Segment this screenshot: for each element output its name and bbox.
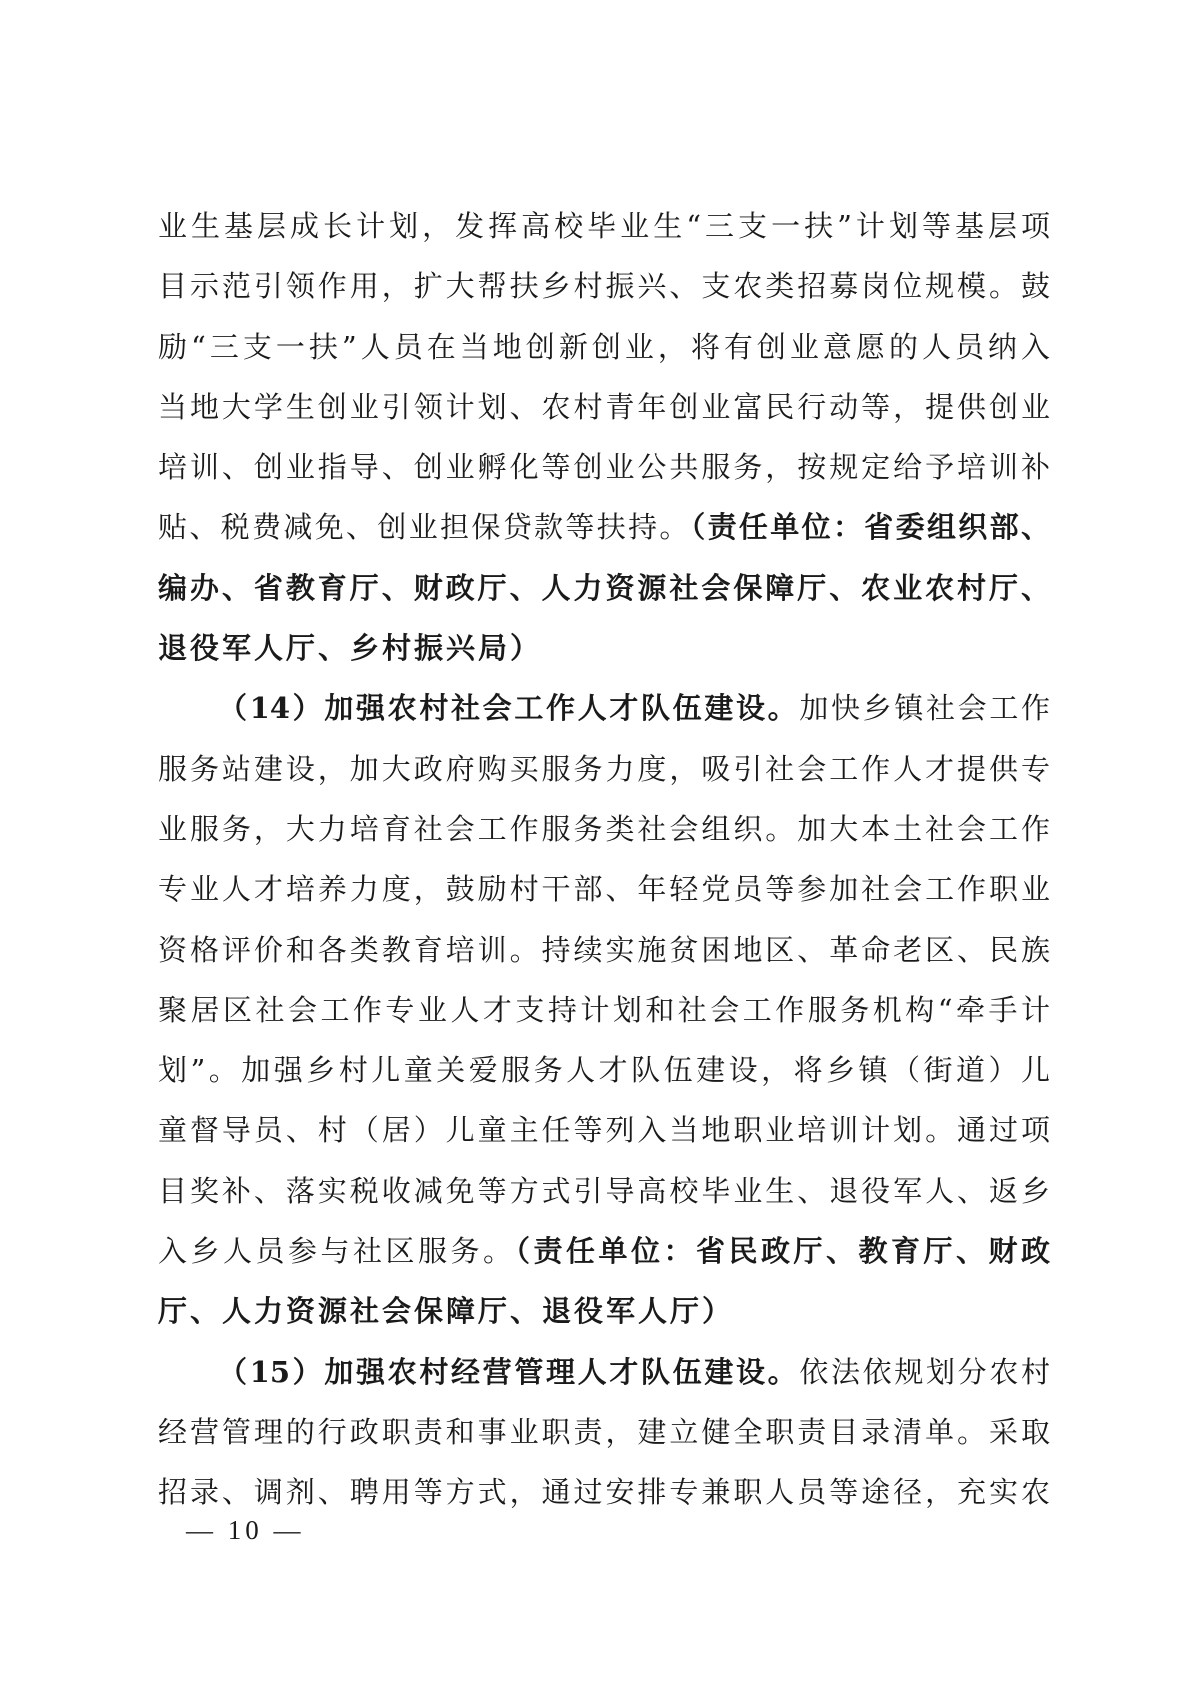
text-line [158, 618, 1050, 678]
text-line [158, 377, 1050, 437]
responsible-units-text: （责任单位：省民政厅、教育厅、财政 [515, 1234, 1050, 1269]
text-line [158, 678, 1050, 738]
text-run: 入乡人员参与社区服务。 [158, 1234, 516, 1269]
text-line [158, 739, 1050, 799]
text-line [158, 196, 1050, 256]
responsible-units-text: 厅、人力资源社会保障厅、退役军人厅） [158, 1294, 735, 1329]
page-number: — 10 — [186, 1515, 305, 1545]
text-line [158, 558, 1050, 618]
text-line [158, 256, 1050, 316]
paragraph-continued [158, 196, 1050, 678]
text-run: 服务站建设，加大政府购买服务力度，吸引社会工作人才提供专 [158, 751, 1050, 786]
text-line [158, 1462, 1050, 1522]
text-line [158, 1281, 1050, 1341]
text-line [158, 317, 1050, 377]
text-line [158, 497, 1050, 557]
text-run: 划”。加强乡村儿童关爱服务人才队伍建设，将乡镇（街道）儿 [158, 1053, 1050, 1088]
paragraph-15 [158, 1342, 1050, 1523]
text-run: 童督导员、村（居）儿童主任等列入当地职业培训计划。通过项 [158, 1113, 1050, 1148]
text-line [158, 437, 1050, 497]
text-run: 当地大学生创业引领计划、农村青年创业富民行动等，提供创业 [158, 389, 1050, 424]
text-run: 专业人才培养力度，鼓励村干部、年轻党员等参加社会工作职业 [158, 872, 1050, 907]
text-run: 培训、创业指导、创业孵化等创业公共服务，按规定给予培训补 [158, 450, 1050, 485]
document-body [158, 196, 1050, 1523]
text-run: 业服务，大力培育社会工作服务类社会组织。加大本土社会工作 [158, 811, 1050, 846]
text-line [158, 1342, 1050, 1402]
text-run: 贴、税费减免、创业担保贷款等扶持。 [158, 510, 691, 545]
text-run: 目奖补、落实税收减免等方式引导高校毕业生、退役军人、返乡 [158, 1173, 1050, 1208]
text-line [158, 859, 1050, 919]
text-run: 聚居区社会工作专业人才支持计划和社会工作服务机构“牵手计 [158, 992, 1050, 1027]
responsible-units-text: 退役军人厅、乡村振兴局） [158, 631, 543, 666]
text-run: 招录、调剂、聘用等方式，通过安排专兼职人员等途径，充实农 [158, 1475, 1050, 1510]
text-run: 资格评价和各类教育培训。持续实施贫困地区、革命老区、民族 [158, 932, 1050, 967]
text-run: 经营管理的行政职责和事业职责，建立健全职责目录清单。采取 [158, 1414, 1050, 1449]
paragraph-14 [158, 678, 1050, 1341]
text-line [158, 1040, 1050, 1100]
text-run: 加快乡镇社会工作 [799, 691, 1050, 726]
text-line [158, 799, 1050, 859]
text-run: 业生基层成长计划，发挥高校毕业生“三支一扶”计划等基层项 [158, 209, 1050, 243]
section-heading: （14）加强农村社会工作人才队伍建设。 [218, 691, 800, 726]
text-line [158, 1161, 1050, 1221]
text-line [158, 920, 1050, 980]
text-line [158, 1100, 1050, 1160]
responsible-units-text: 编办、省教育厅、财政厅、人力资源社会保障厅、农业农村厅、 [158, 570, 1050, 605]
text-line [158, 1221, 1050, 1281]
text-line [158, 980, 1050, 1040]
text-line [158, 1402, 1050, 1462]
text-run: 依法依规划分农村 [799, 1354, 1050, 1389]
responsible-units-text: （责任单位：省委组织部、 [690, 510, 1050, 545]
text-run: 励“三支一扶”人员在当地创新创业，将有创业意愿的人员纳入 [158, 329, 1050, 364]
text-run: 目示范引领作用，扩大帮扶乡村振兴、支农类招募岗位规模。鼓 [158, 269, 1050, 304]
section-heading: （15）加强农村经营管理人才队伍建设。 [218, 1354, 800, 1389]
